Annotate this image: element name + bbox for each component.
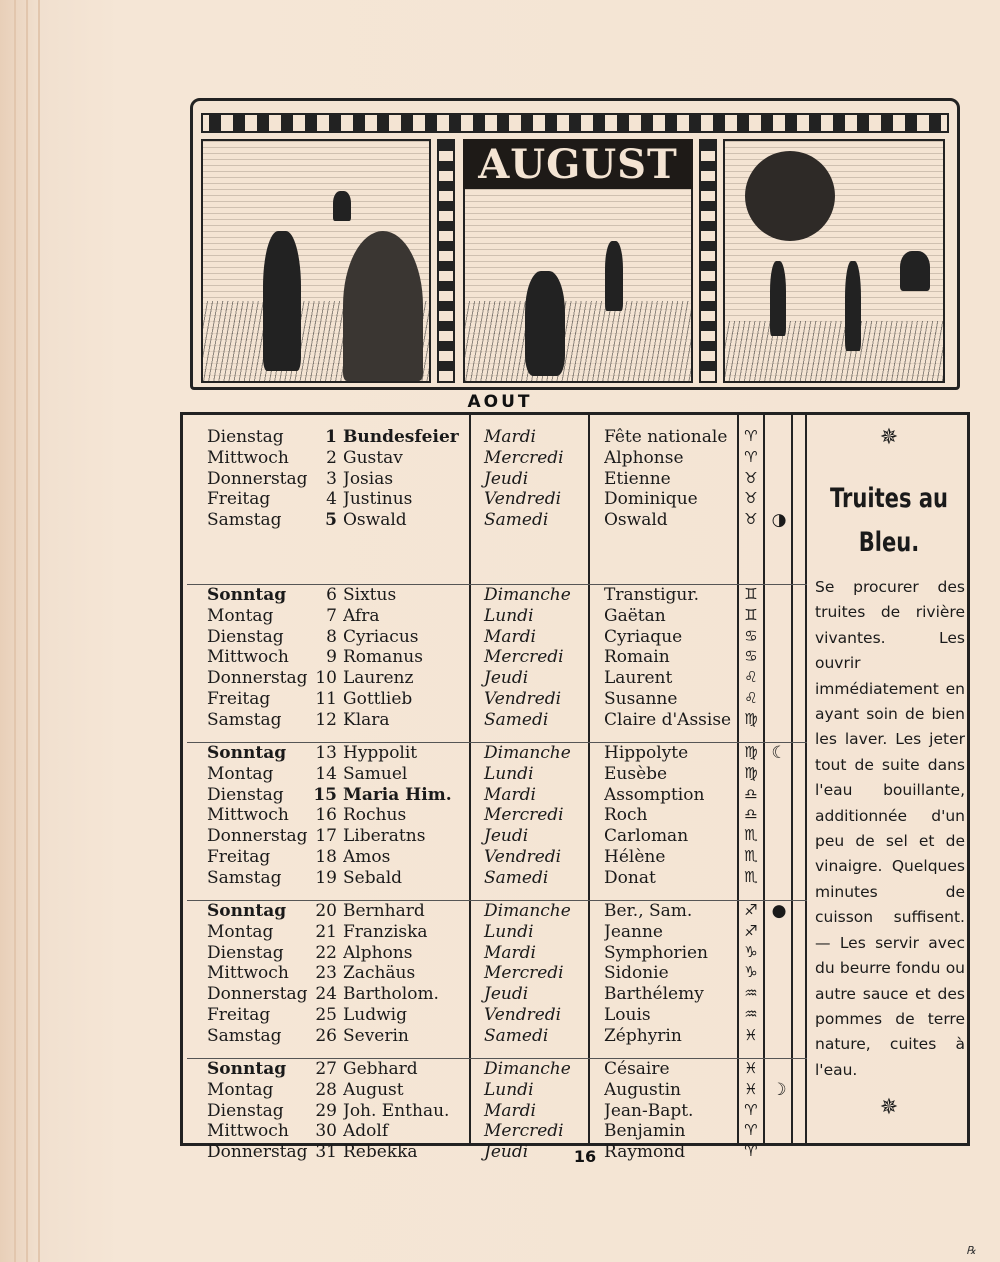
weekday-french: Jeudi [484,826,529,847]
weekday-german: Sonntag [207,901,287,921]
day-number: 27 [315,1059,337,1079]
weekday-german: Mittwoch [207,647,289,668]
saint-name-german: Severin [343,1025,409,1046]
calendar-day-row [183,743,808,764]
calendar-day-row [183,627,808,648]
saint-name-french: Sidonie [604,963,669,984]
recipe-title-line: Bleu. [858,527,920,558]
day-number: 10 [315,668,337,689]
saint-name-french: Césaire [604,1059,670,1079]
day-number: 12 [315,709,337,730]
zodiac-icon: ♌ [744,688,758,707]
day-number: 29 [315,1100,337,1121]
zodiac-icon: ♈ [744,427,758,445]
calendar-day-row [183,489,808,510]
saint-name-german: Laurenz [343,668,414,689]
calendar-day-row [183,943,808,964]
zodiac-icon: ♎ [744,784,758,803]
day-number: 30 [315,1121,337,1142]
zodiac-icon: ♈ [744,1121,758,1140]
saint-name-german: Bernhard [343,901,425,921]
day-number: 5 [325,510,337,531]
day-number: 20 [315,901,337,921]
saint-name-french: Eusèbe [604,763,668,784]
saint-name-german: Romanus [343,647,423,668]
calendar-day-row [183,1026,808,1047]
calendar-day-row [183,606,808,627]
calendar-day-row [183,963,808,984]
day-number: 1 [325,427,337,447]
harvest-scene-illustration [201,139,431,383]
saint-name-french: Ber., Sam. [604,901,693,921]
weekday-french: Mercredi [484,647,564,668]
zodiac-icon: ♊ [744,585,758,603]
zodiac-icon: ♉ [744,468,758,487]
calendar-day-row [183,847,808,868]
calendar-day-row [183,469,808,490]
weekday-german: Montag [207,921,274,942]
calendar-day-row [183,668,808,689]
saint-name-french: Hippolyte [604,743,689,763]
saint-name-german: Oswald [343,510,407,531]
day-number: 16 [315,805,337,826]
weekday-french: Lundi [484,1079,534,1100]
zodiac-icon: ♏ [744,846,758,865]
weekday-french: Mercredi [484,1121,564,1142]
saint-name-german: Ludwig [343,1004,407,1025]
weekday-german: Freitag [207,489,271,510]
weekday-french: Vendredi [484,688,562,709]
zodiac-icon: ♓ [744,1079,758,1098]
weekday-french: Mercredi [484,963,564,984]
saint-name-french: Benjamin [604,1121,686,1142]
weekday-german: Samstag [207,709,282,730]
weekday-german: Montag [207,763,274,784]
calendar-day-row [183,710,808,731]
zodiac-icon: ♓ [744,1059,758,1077]
zodiac-icon: ♏ [744,867,758,886]
saint-name-french: Raymond [604,1142,686,1163]
calendar-days [183,427,808,1189]
moon-phase-icon: ◑ [771,510,787,531]
weekday-french: Lundi [484,763,534,784]
saint-name-french: Claire d'Assise [604,709,732,730]
day-number: 15 [313,784,337,805]
weekday-french: Samedi [484,867,549,888]
calendar-day-row [183,785,808,806]
saint-name-german: Afra [343,605,380,626]
calendar-day-row [183,868,808,889]
calendar-week [183,427,808,585]
weekday-french: Jeudi [484,984,529,1005]
weekday-french: Vendredi [484,1004,562,1025]
zodiac-icon: ♓ [744,1025,758,1044]
zodiac-icon: ♈ [744,1100,758,1119]
weekday-german: Mittwoch [207,447,289,468]
saint-name-french: Laurent [604,668,673,689]
zodiac-icon: ♐ [744,901,758,919]
saint-name-french: Assomption [604,784,705,805]
page-edge [26,0,28,1262]
zodiac-icon: ♒ [744,1004,758,1023]
zodiac-icon: ♈ [744,447,758,466]
weekday-german: Donnerstag [207,1142,308,1163]
calendar-day-row [183,689,808,710]
saint-name-french: Gaëtan [604,605,666,626]
day-number: 26 [315,1025,337,1046]
weekday-french: Dimanche [484,743,571,763]
day-number: 24 [315,984,337,1005]
calendar-day-row [183,1059,808,1080]
day-number: 2 [326,447,337,468]
moon-phase-icon: ☾ [771,743,787,763]
day-number: 25 [315,1004,337,1025]
weekday-french: Vendredi [484,846,562,867]
weekday-german: Dienstag [207,626,284,647]
moon-phase-icon: ● [771,901,787,921]
weekday-french: Lundi [484,921,534,942]
ornament-icon: ✵ [879,425,899,450]
saint-name-french: Donat [604,867,656,888]
calendar-day-row [183,1080,808,1101]
recipe-box [811,415,967,1143]
weekday-french: Dimanche [484,901,571,921]
recipe-text: Se procurer des truites de rivière vivantes. Les ouvrir immédiatement en ayant soin de bien les laver. Les jeter tout de suite dans l'eau bouillante, additionnée d'un peu de sel et de vinaigre. Quelques minutes de cuisson suffisent. — Les servir avec du beurre fondu ou autre sauce et des pommes de terre nature, cuites à l'eau. [815,578,965,1079]
page-number: 16 [573,1147,597,1166]
saint-name-french: Cyriaque [604,626,683,647]
saint-name-french: Susanne [604,688,678,709]
weekday-french: Samedi [484,1025,549,1046]
corner-mark: ℞ [966,1244,976,1257]
french-month-label: AOUT [467,392,533,412]
saint-name-french: Jean-Bapt. [604,1100,694,1121]
day-number: 3 [326,468,337,489]
saint-name-german: Sixtus [343,585,397,605]
calendar-day-row [183,510,808,531]
day-number: 11 [315,688,337,709]
saint-name-german: Hyppolit [343,743,418,763]
zodiac-icon: ♌ [744,668,758,687]
weekday-german: Sonntag [207,1059,287,1079]
calendar-day-row [183,826,808,847]
weekday-french: Mardi [484,784,536,805]
day-number: 19 [315,867,337,888]
calendar-day-row [183,647,808,668]
saint-name-french: Carloman [604,826,689,847]
saint-name-german: Franziska [343,921,428,942]
weekday-french: Mardi [484,427,536,447]
saint-name-french: Symphorien [604,942,709,963]
weekday-german: Donnerstag [207,468,308,489]
weekday-german: Mittwoch [207,963,289,984]
saint-name-german: Liberatns [343,826,426,847]
saint-name-french: Fête nationale [604,427,728,447]
saint-name-french: Zéphyrin [604,1025,682,1046]
calendar-day-row [183,585,808,606]
recipe-title-line: Truites au [829,483,949,514]
saint-name-german: Klara [343,709,390,730]
calendar-day-row [183,1005,808,1026]
zodiac-icon: ♉ [744,510,758,529]
saint-name-german: Cyriacus [343,626,419,647]
calendar-week [183,901,808,1059]
saint-name-french: Hélène [604,846,666,867]
calendar-week [183,743,808,901]
day-number: 13 [315,743,337,763]
day-number: 17 [315,826,337,847]
saint-name-french: Dominique [604,489,698,510]
saint-name-german: Joh. Enthau. [343,1100,450,1121]
weekday-german: Donnerstag [207,826,308,847]
calendar-day-row [183,427,808,448]
zodiac-icon: ♑ [744,963,758,982]
saint-name-french: Roch [604,805,648,826]
weekday-german: Donnerstag [207,668,308,689]
weekday-german: Montag [207,1079,274,1100]
calendar-day-row [183,984,808,1005]
calendar-day-row [183,764,808,785]
zodiac-icon: ♋ [744,647,758,666]
calendar-week [183,585,808,743]
weekday-french: Jeudi [484,668,529,689]
weekday-german: Samstag [207,1025,282,1046]
day-number: 23 [315,963,337,984]
zodiac-icon: ♍ [744,763,758,782]
day-number: 9 [326,647,337,668]
weekday-german: Freitag [207,688,271,709]
zodiac-icon: ♊ [744,605,758,624]
weekday-french: Dimanche [484,585,571,605]
banner-ornament-strip [201,113,949,133]
saint-name-french: Louis [604,1004,651,1025]
zodiac-icon: ♍ [744,709,758,728]
page-edge [14,0,16,1262]
moon-phase-icon: ☽ [771,1079,787,1100]
day-number: 18 [315,846,337,867]
banner-divider [699,139,717,383]
calendar-day-row [183,922,808,943]
saint-name-german: Adolf [343,1121,389,1142]
zodiac-icon: ♉ [744,489,758,508]
weekday-french: Mardi [484,1100,536,1121]
weekday-french: Jeudi [484,1142,529,1163]
month-banner [190,98,960,390]
zodiac-icon: ♐ [744,921,758,940]
calendar-day-row [183,1121,808,1142]
saint-name-german: Gustav [343,447,403,468]
zodiac-icon: ♒ [744,984,758,1003]
weekday-french: Jeudi [484,468,529,489]
saint-name-french: Jeanne [604,921,663,942]
weekday-german: Freitag [207,846,271,867]
weekday-german: Dienstag [207,1100,284,1121]
zodiac-icon: ♑ [744,942,758,961]
weekday-french: Mardi [484,942,536,963]
weekday-german: Montag [207,605,274,626]
saint-name-german: Gebhard [343,1059,418,1079]
day-number: 21 [315,921,337,942]
zodiac-icon: ♏ [744,826,758,845]
ornament-icon: ✵ [879,1095,899,1120]
day-number: 28 [315,1079,337,1100]
day-number: 7 [326,605,337,626]
saint-name-german: Sebald [343,867,403,888]
saint-name-german: Rochus [343,805,407,826]
calendar-day-row [183,805,808,826]
saint-name-french: Romain [604,647,670,668]
saint-name-german: Josias [343,468,394,489]
weekday-german: Sonntag [207,743,287,763]
weekday-german: Dienstag [207,427,284,447]
saint-name-german: Justinus [343,489,413,510]
weekday-french: Samedi [484,510,549,531]
saint-name-french: Barthélemy [604,984,704,1005]
calendar-grid [180,412,970,1163]
weekday-german: Sonntag [207,585,287,605]
weekday-french: Samedi [484,709,549,730]
calendar-day-row [183,448,808,469]
day-number: 6 [326,585,337,605]
day-number: 31 [315,1142,337,1163]
page-edge [38,0,40,1262]
weekday-german: Mittwoch [207,805,289,826]
day-number: 4 [326,489,337,510]
weekday-german: Freitag [207,1004,271,1025]
day-number: 8 [326,626,337,647]
calendar-day-row [183,901,808,922]
weekday-french: Mardi [484,626,536,647]
saint-name-french: Augustin [604,1079,681,1100]
weekday-german: Mittwoch [207,1121,289,1142]
saint-name-german: Alphons [343,942,413,963]
zodiac-icon: ♍ [744,743,758,761]
day-number: 14 [315,763,337,784]
weekday-french: Vendredi [484,489,562,510]
zodiac-icon: ♈ [744,1142,758,1161]
recipe-title [828,477,950,565]
saint-name-german: Gottlieb [343,688,413,709]
saint-name-french: Oswald [604,510,668,531]
saint-name-french: Alphonse [604,447,684,468]
saint-name-german: Bartholom. [343,984,439,1005]
calendar-week [183,1059,808,1189]
calendar-day-row [183,1101,808,1122]
banner-divider [437,139,455,383]
weekday-german: Samstag [207,867,282,888]
zodiac-icon: ♋ [744,626,758,645]
saint-name-german: Bundesfeier [343,427,459,447]
weekday-german: Dienstag [207,942,284,963]
saint-name-french: Etienne [604,468,671,489]
weekday-german: Dienstag [207,784,284,805]
weekday-french: Dimanche [484,1059,571,1079]
saint-name-german: Amos [343,846,391,867]
saint-name-german: Samuel [343,763,408,784]
saint-name-german: Maria Him. [343,784,452,805]
saint-name-german: Zachäus [343,963,416,984]
saint-name-german: Rebekka [343,1142,418,1163]
month-title: AUGUST [463,139,693,189]
bathers-illustration [723,139,945,383]
saint-name-german: August [343,1079,404,1100]
saint-name-french: Transtigur. [604,585,700,605]
weekday-french: Lundi [484,605,534,626]
zodiac-icon: ♎ [744,805,758,824]
day-number: 22 [315,942,337,963]
weekday-german: Donnerstag [207,984,308,1005]
weekday-french: Mercredi [484,805,564,826]
weekday-german: Samstag [207,510,282,531]
weekday-french: Mercredi [484,447,564,468]
